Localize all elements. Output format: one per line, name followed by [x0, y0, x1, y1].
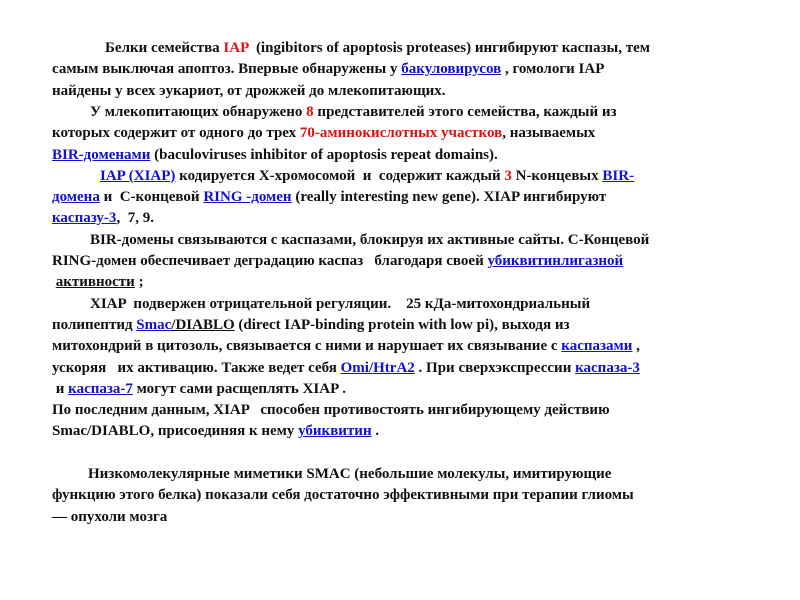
text-line	[52, 295, 590, 313]
text-line	[52, 209, 154, 227]
text-run: XIAP подвержен отрицательной регуляции. 25 кДа-митохондриальный	[90, 295, 591, 312]
text-line	[52, 422, 379, 440]
text-line	[52, 337, 640, 355]
text-run: могут сами расщеплять XIAP .	[132, 380, 346, 397]
hyperlink[interactable]: бакуловирусов	[401, 61, 502, 78]
text-run: Smac/DIABLO, присоединяя к нему	[52, 423, 299, 440]
underlined-text: активности	[55, 274, 135, 291]
text-run: . При сверхэкспрессии	[414, 359, 576, 376]
text-line	[52, 465, 611, 483]
text-line	[52, 273, 144, 291]
text-line	[52, 82, 446, 100]
text-line	[52, 124, 595, 142]
hyperlink[interactable]: каспазу-3	[52, 210, 117, 227]
text-run: У млекопитающих обнаружено	[90, 103, 307, 120]
hyperlink[interactable]: BIR-	[602, 167, 635, 184]
text-run: Белки семейства	[105, 40, 224, 56]
text-run: представителей этого семейства, каждый из	[313, 103, 617, 120]
text-run: митохондрий в цитозоль, связывается с ними и нарушает их связывание с	[52, 338, 562, 355]
text-line	[52, 60, 604, 78]
text-run: , гомологи IAP	[501, 61, 605, 78]
text-run: RING-домен обеспечивает деградацию каспаз благодаря своей	[52, 253, 488, 269]
text-run: и	[52, 380, 69, 397]
text-run: ускоряя их активацию. Также ведет себя	[52, 359, 341, 376]
hyperlink[interactable]: IAP (XIAP)	[100, 167, 176, 184]
text-line	[52, 231, 649, 249]
text-run: .	[371, 423, 380, 440]
text-run: Низкомолекулярные миметики SMAC (небольшие молекулы, имитирующие	[88, 466, 612, 482]
text-run: BIR-домены связываются с каспазами, блокируя их активные сайты. С-Концевой	[90, 231, 650, 248]
text-run: кодируется Х-хромосомой и содержит каждый	[175, 167, 505, 184]
hyperlink[interactable]: Omi/HtrA2	[340, 359, 415, 376]
text-run: , 7, 9.	[116, 210, 154, 227]
text-run: ;	[134, 274, 144, 291]
highlighted-text: 3	[504, 167, 512, 184]
text-run: (baculoviruses inhibitor of apoptosis repeat domains).	[150, 146, 498, 163]
hyperlink[interactable]: RING -домен	[203, 189, 292, 206]
text-line	[52, 146, 498, 164]
text-line	[52, 401, 610, 419]
text-run: (really interesting new gene). XIAP ингибируют	[291, 189, 607, 206]
hyperlink[interactable]: домена	[52, 189, 100, 206]
text-line	[52, 359, 640, 377]
text-run: , называемых	[502, 125, 596, 142]
text-line	[52, 508, 167, 526]
highlighted-text: IAP	[223, 40, 249, 56]
text-run: найдены у всех эукариот, от дрожжей до млекопитающих.	[52, 82, 446, 99]
text-line	[52, 486, 634, 504]
text-run: функцию этого белка) показали себя достаточно эффективными при терапии глиомы	[52, 487, 634, 504]
underlined-text: /DIABLO	[171, 316, 235, 333]
text-run: N-концевых	[511, 167, 603, 184]
text-line	[52, 316, 570, 334]
text-line	[52, 39, 650, 57]
hyperlink[interactable]: убиквитин	[298, 423, 372, 440]
text-run: (direct IAP-binding protein with low pi), выходя из	[234, 316, 570, 333]
text-line	[52, 188, 606, 206]
hyperlink[interactable]: Smac	[136, 316, 172, 333]
text-run: (ingibitors of apoptosis proteases) ингибируют каспазы, тем	[248, 40, 650, 56]
text-run: По последним данным, XIAP способен противостоять ингибирующему действию	[52, 402, 610, 419]
text-run: — опухоли мозга	[52, 508, 168, 525]
text-run: полипептид	[52, 316, 137, 333]
highlighted-text: 8	[306, 103, 314, 120]
hyperlink[interactable]: BIR-доменами	[52, 146, 151, 163]
text-run: ,	[632, 338, 640, 355]
hyperlink[interactable]: каспаза-3	[575, 359, 640, 376]
hyperlink[interactable]: убиквитинлигазной	[487, 253, 624, 269]
text-line	[52, 103, 617, 121]
text-run: самым выключая апоптоз. Впервые обнаружены у	[52, 61, 402, 78]
text-run: и С-концевой	[99, 189, 204, 206]
text-line	[52, 380, 346, 398]
hyperlink[interactable]: каспаза-7	[68, 380, 133, 397]
text-line	[52, 252, 623, 270]
text-line	[52, 167, 634, 185]
hyperlink[interactable]: каспазами	[561, 338, 633, 355]
highlighted-text: 70-аминокислотных участков	[299, 125, 503, 142]
text-run: которых содержит от одного до трех	[52, 125, 300, 142]
